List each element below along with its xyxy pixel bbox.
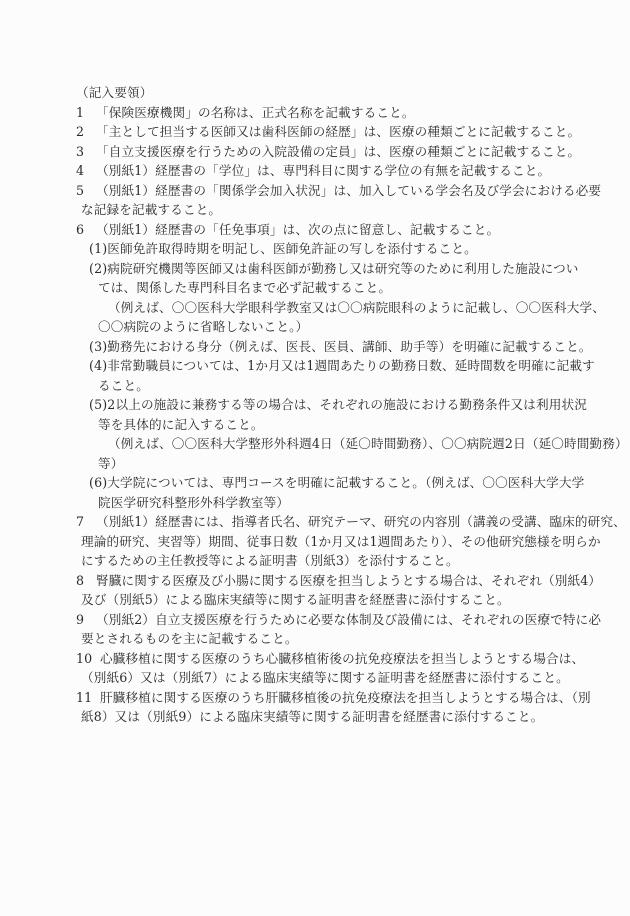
sub-item-text-continued: 等を具体的に記入すること。 xyxy=(98,416,264,432)
example-text-continued: 等） xyxy=(98,455,124,471)
item-number: 6 xyxy=(76,221,85,237)
item-number: 9 xyxy=(76,611,85,627)
sub-item-4 xyxy=(76,356,595,395)
item-number: 2 xyxy=(76,124,85,139)
item-text: （別紙1）経歴書の「学位」は、専門科目に関する学位の有無を記載すること。 xyxy=(96,163,551,178)
sub-item-text: (3)勤務先における身分（例えば、医長、医員、講師、助手等）を明確に記載すること。 xyxy=(89,338,592,354)
item-text: （別紙1）経歴書の「任免事項」は、次の点に留意し、記載すること。 xyxy=(96,221,500,237)
example-text: （例えば、〇〇医科大学眼科学教室又は〇〇病院眼科のように記載し、〇〇医科大学、 xyxy=(108,299,606,315)
item-number: 3 xyxy=(76,143,85,159)
document-page xyxy=(76,83,628,727)
list-item-7 xyxy=(76,512,626,571)
item-text: （別紙2）自立支援医療を行うために必要な体制及び設備には、それぞれの医療で特に必 xyxy=(96,611,602,627)
sub-item-1 xyxy=(76,239,558,259)
item-number: 7 xyxy=(76,514,85,529)
item-text-continued: 紙8）又は（別紙9）による臨床実績等に関する証明書を経歴書に添付すること。 xyxy=(81,709,544,724)
item-text-continued: 要とされるものを主に記載すること。 xyxy=(81,631,298,646)
item-text-continued: （別紙6）又は（別紙7）による臨床実績等に関する証明書を経歴書に添付すること。 xyxy=(81,670,569,685)
item-number: 1 xyxy=(76,104,85,120)
list-item-1 xyxy=(76,103,558,123)
item-number: 5 xyxy=(76,182,85,198)
item-number: 11 xyxy=(76,689,93,705)
list-item-4 xyxy=(76,161,558,181)
item-text-continued: 及び（別紙5）による臨床実績等に関する証明書を経歴書に添付すること。 xyxy=(81,592,510,607)
list-item-8 xyxy=(76,571,602,610)
sub-item-text-continued: ては、関係した専門科目名まで必ず記載すること。 xyxy=(98,280,392,295)
list-item-6 xyxy=(76,220,628,513)
sub-item-text: (5)2以上の施設に兼務する等の場合は、それぞれの施設における勤務条件又は利用状況 xyxy=(89,397,587,412)
item-text-continued: な記録を記載すること。 xyxy=(81,202,222,217)
list-item-5 xyxy=(76,181,602,220)
item-text: 心臓移植に関する医療のうち心臓移植術後の抗免疫療法を担当しようとする場合は、 xyxy=(100,650,585,666)
section-heading: （記入要領） xyxy=(76,85,153,100)
item-text: （別紙1）経歴書には、指導者氏名、研究テーマ、研究の内容別（講義の受講、臨床的研究、 xyxy=(96,514,626,529)
item-text: 「自立支援医療を行うための入院設備の定員」は、医療の種類ごとに記載すること。 xyxy=(96,143,581,159)
item-number: 10 xyxy=(76,650,93,666)
item-text: 肝臓移植に関する医療のうち肝臓移植後の抗免疫療法を担当しようとする場合は、（別 xyxy=(100,689,591,705)
list-item-9 xyxy=(76,610,602,649)
sub-item-text: (2)病院研究機関等医師又は歯科医師が勤務し又は研究等のために利用した施設につい xyxy=(89,260,579,276)
sub-item-3 xyxy=(76,337,592,357)
list-item-11 xyxy=(76,688,591,727)
sub-item-5 xyxy=(76,395,628,473)
list-item-2 xyxy=(76,122,581,142)
item-text-continued: 理論的研究、実習等）期間、従事日数（1か月又は1週間あたり）、その他研究態様を明らか xyxy=(81,533,601,549)
item-text: 腎臓に関する医療及び小腸に関する医療を担当しようとする場合は、それぞれ（別紙4） xyxy=(96,572,602,588)
sub-item-text: (1)医師免許取得時期を明記し、医師免許証の写しを添付すること。 xyxy=(89,241,477,256)
example-text-continued: 〇〇病院のように省略しないこと。） xyxy=(98,319,309,334)
sub-item-text-continued: 院医学研究科整形外科学教室等） xyxy=(98,494,290,510)
item-text-continued: にするための主任教授等による証明書（別紙3）を添付すること。 xyxy=(81,553,459,568)
sub-item-text: (6)大学院については、専門コースを明確に記載すること。（例えば、〇〇医科大学大学 xyxy=(89,475,585,490)
item-number: 4 xyxy=(76,163,85,178)
list-item-10 xyxy=(76,649,585,688)
item-text: 「主として担当する医師又は歯科医師の経歴」は、医療の種類ごとに記載すること。 xyxy=(96,124,581,139)
sub-item-2 xyxy=(76,259,606,337)
list-item-3 xyxy=(76,142,581,162)
item-number: 8 xyxy=(76,572,85,588)
sub-item-text: (4)非常勤職員については、1か月又は1週間あたりの勤務日数、延時間数を明確に記載す xyxy=(89,358,595,373)
sub-item-6 xyxy=(76,473,585,512)
sub-item-text-continued: ること。 xyxy=(98,377,149,393)
example-text: （例えば、〇〇医科大学整形外科週4日（延〇時間勤務）、〇〇病院週2日（延〇時間勤務） xyxy=(108,436,628,451)
item-text: 「保険医療機関」の名称は、正式名称を記載すること。 xyxy=(96,104,415,120)
item-text: （別紙1）経歴書の「関係学会加入状況」は、加入している学会名及び学会における必要 xyxy=(96,182,602,198)
